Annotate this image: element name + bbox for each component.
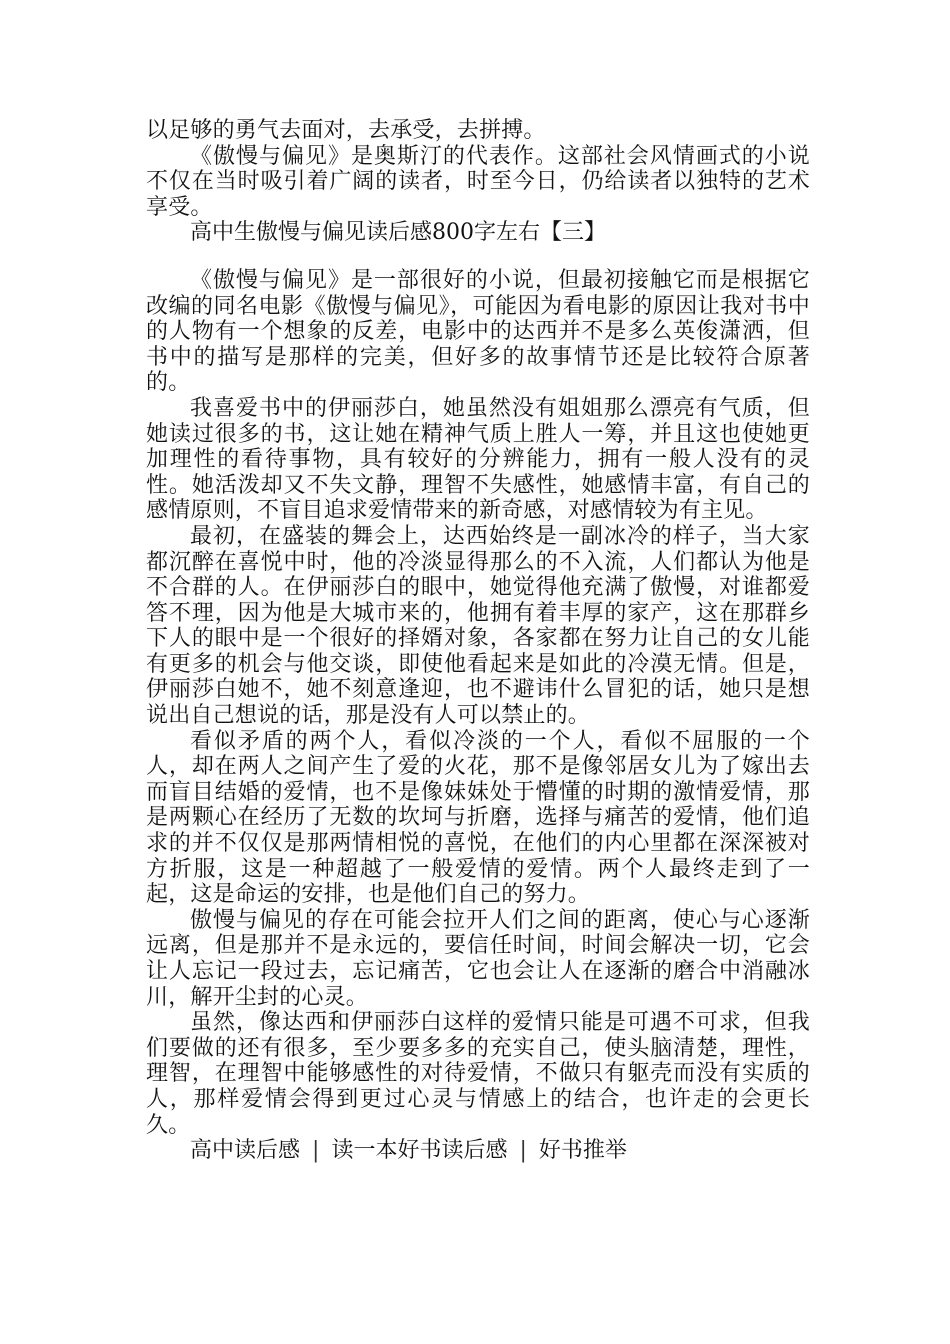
- paragraph-6: 虽然，像达西和伊丽莎白这样的爱情只能是可遇不可求，但我们要做的还有很多，至少要多多的充实自己，使头脑清楚，理性，理智，在理智中能够感性的对待爱情，不做只有躯壳而没有实质的人，那样爱情会得到更过心灵与情感上的结合，也许走的会更长久。: [146, 1010, 810, 1138]
- tag-links: [146, 1138, 810, 1164]
- paragraph-continued: 以足够的勇气去面对，去承受，去拼搏。: [146, 118, 546, 143]
- section-title: 高中生傲慢与偏见读后感800字左右【三】: [190, 220, 606, 246]
- paragraph-1: 《傲慢与偏见》是一部很好的小说，但最初接触它而是根据它改编的同名电影《傲慢与偏见》，可能因为看电影的原因让我对书中的人物有一个想象的反差，电影中的达西并不是多么英俊潇洒，但书中的描写是那样的完美，但好多的故事情节还是比较符合原著的。: [146, 267, 810, 396]
- tag-link-good-book[interactable]: 读一本好书读后感: [331, 1138, 508, 1164]
- document-page: [146, 118, 810, 1164]
- tag-link-essay[interactable]: 高中读后感: [190, 1138, 301, 1164]
- paragraph-intro: 《傲慢与偏见》是奥斯汀的代表作。这部社会风情画式的小说不仅在当时吸引着广阔的读者，时至今日，仍给读者以独特的艺术享受。: [146, 143, 810, 220]
- paragraph-2: 我喜爱书中的伊丽莎白，她虽然没有姐姐那么漂亮有气质，但她读过很多的书，这让她在精神气质上胜人一筹，并且这也使她更加理性的看待事物，具有较好的分辨能力，拥有一般人没有的灵性。她活泼却又不失文静，理智不失感性，她感情丰富，有自己的感情原则，不盲目追求爱情带来的新奇感，对感情较为有主见。: [146, 395, 810, 524]
- paragraph-4: 看似矛盾的两个人，看似冷淡的一个人，看似不屈服的一个人，却在两人之间产生了爱的火花，那不是像邻居女儿为了嫁出去而盲目结婚的爱情，也不是像妹妹处于懵懂的时期的激情爱情，那是两颗心在经历了无数的坎坷与折磨，选择与痛苦的爱情，他们追求的并不仅仅是那两情相悦的喜悦，在他们的内心里都在深深被对方折服，这是一种超越了一般爱情的爱情。两个人最终走到了一起，这是命运的安排，也是他们自己的努力。: [146, 728, 810, 908]
- tag-separator: |: [519, 1138, 527, 1164]
- tag-link-recommend[interactable]: 好书推举: [538, 1138, 627, 1164]
- blank-line: [146, 246, 810, 268]
- tag-separator: |: [312, 1138, 320, 1164]
- paragraph-3: 最初，在盛装的舞会上，达西始终是一副冰冷的样子，当大家都沉醉在喜悦中时，他的冷淡显得那么的不入流，人们都认为他是不合群的人。在伊丽莎白的眼中，她觉得他充满了傲慢，对谁都爱答不理，因为他是大城市来的，他拥有着丰厚的家产，这在那群乡下人的眼中是一个很好的择婿对象，各家都在努力让自己的女儿能有更多的机会与他交谈，即使他看起来是如此的冷漠无情。但是，伊丽莎白她不，她不刻意逢迎，也不避讳什么冒犯的话，她只是想说出自己想说的话，那是没有人可以禁止的。: [146, 523, 810, 729]
- paragraph-5: 傲慢与偏见的存在可能会拉开人们之间的距离，使心与心逐渐远离，但是那并不是永远的，要信任时间，时间会解决一切，它会让人忘记一段过去，忘记痛苦，它也会让人在逐渐的磨合中消融冰川，解开尘封的心灵。: [146, 907, 810, 1010]
